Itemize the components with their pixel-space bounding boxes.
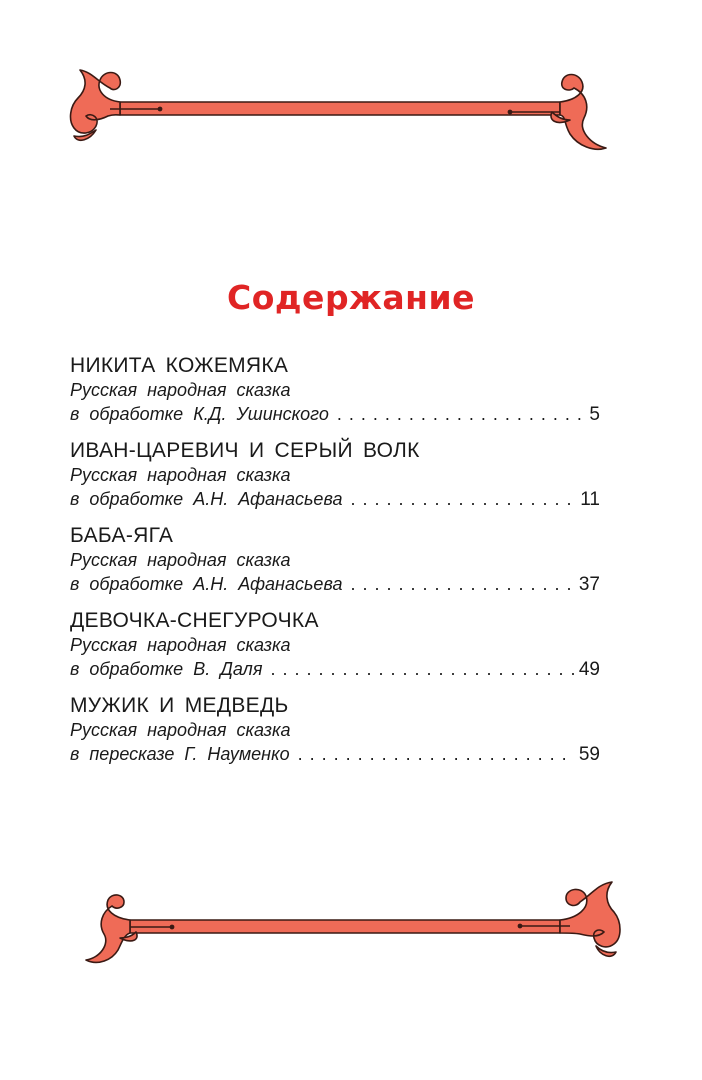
toc-entry-page: 37: [578, 574, 600, 595]
toc-entry-credit-line: [70, 657, 600, 682]
toc-entry: [70, 352, 600, 437]
toc-entry-title: НИКИТА КОЖЕМЯКА: [70, 354, 289, 377]
toc-entry: [70, 607, 600, 692]
dot-leader: [337, 402, 586, 426]
toc-entry-credit: в обработке А.Н. Афанасьева: [70, 489, 343, 509]
toc-entry-page: 5: [589, 404, 600, 425]
toc-entry-subtitle: Русская народная сказка: [70, 550, 291, 570]
bottom-ornament: [0, 880, 702, 990]
top-ornament: [0, 60, 702, 170]
toc-entry-page: 11: [580, 489, 600, 510]
toc-entry-credit: в пересказе Г. Науменко: [70, 744, 290, 764]
toc-entry-page: 49: [578, 659, 600, 680]
dot-leader: [350, 572, 574, 596]
toc-entry-credit-line: [70, 487, 600, 512]
toc-entry-subtitle: Русская народная сказка: [70, 635, 291, 655]
toc-entry-title: ИВАН-ЦАРЕВИЧ И СЕРЫЙ ВОЛК: [70, 439, 420, 462]
toc-entry-title: МУЖИК И МЕДВЕДЬ: [70, 694, 289, 717]
toc-entry-title: ДЕВОЧКА-СНЕГУРОЧКА: [70, 609, 319, 632]
toc-entry-credit: в обработке В. Даля: [70, 659, 263, 679]
toc-entry-title: БАБА-ЯГА: [70, 524, 174, 547]
toc-entry: [70, 437, 600, 522]
toc-entry-subtitle: Русская народная сказка: [70, 720, 291, 740]
toc-entry-credit: в обработке А.Н. Афанасьева: [70, 574, 343, 594]
toc-entry-credit: в обработке К.Д. Ушинского: [70, 404, 329, 424]
toc-entry: [70, 522, 600, 607]
toc-entry-credit-line: [70, 572, 600, 597]
toc-entry-subtitle: Русская народная сказка: [70, 380, 291, 400]
dot-leader: [350, 487, 576, 511]
dot-leader: [270, 657, 574, 681]
page-title: Содержание: [227, 278, 475, 317]
toc-entry-page: 59: [578, 744, 600, 765]
toc-entry-subtitle: Русская народная сказка: [70, 465, 291, 485]
dot-leader: [298, 742, 575, 766]
toc-entry-credit-line: [70, 742, 600, 767]
toc-entry-credit-line: [70, 402, 600, 427]
toc-entry: [70, 692, 600, 777]
table-of-contents: [70, 352, 600, 777]
